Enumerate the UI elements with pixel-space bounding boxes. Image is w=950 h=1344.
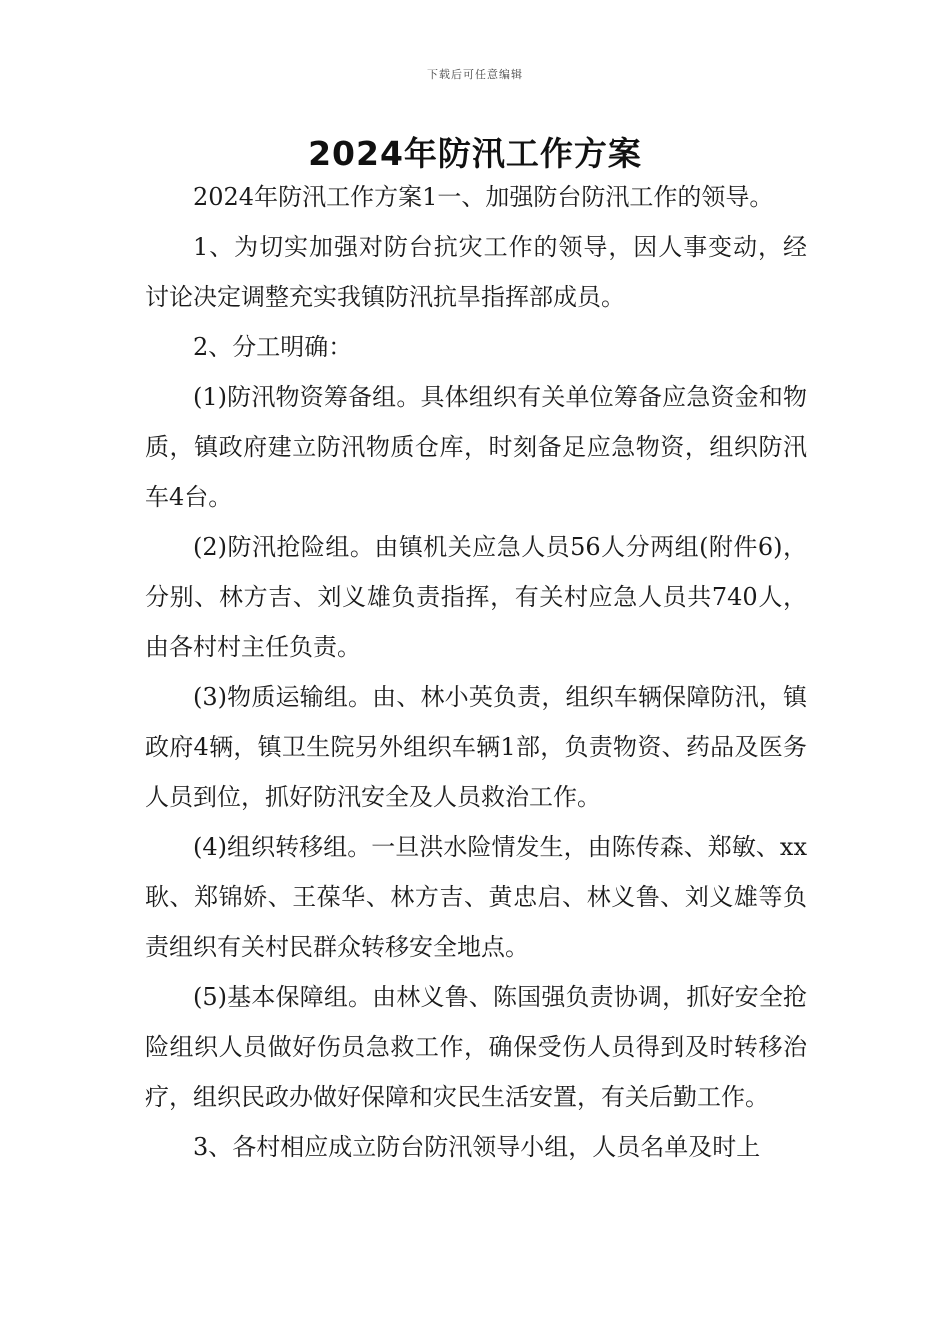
- page-header-note: 下载后可任意编辑: [427, 68, 523, 81]
- document-title: 2024年防汛工作方案: [308, 134, 642, 173]
- paragraph-group-2: (2)防汛抢险组。由镇机关应急人员56人分两组(附件6)，分别、林方吉、刘义雄负责指挥，有关村应急人员共740人，由各村村主任负责。: [145, 533, 807, 661]
- paragraph-item-1: 1、为切实加强对防台抗灾工作的领导，因人事变动，经讨论决定调整充实我镇防汛抗旱指挥部成员。: [145, 233, 807, 311]
- paragraph-group-3: (3)物质运输组。由、林小英负责，组织车辆保障防汛，镇政府4辆，镇卫生院另外组织车辆1部，负责物资、药品及医务人员到位，抓好防汛安全及人员救治工作。: [145, 683, 807, 811]
- document-body: [145, 172, 807, 1172]
- paragraph-group-4: (4)组织转移组。一旦洪水险情发生，由陈传森、郑敏、xx耿、郑锦娇、王葆华、林方吉、黄忠启、林义鲁、刘义雄等负责组织有关村民群众转移安全地点。: [145, 833, 807, 961]
- paragraph-item-2: 2、分工明确：: [193, 333, 353, 361]
- paragraph-group-5: (5)基本保障组。由林义鲁、陈国强负责协调，抓好安全抢险组织人员做好伤员急救工作，确保受伤人员得到及时转移治疗，组织民政办做好保障和灾民生活安置，有关后勤工作。: [145, 983, 807, 1111]
- paragraph-intro: 2024年防汛工作方案1一、加强防台防汛工作的领导。: [193, 183, 774, 211]
- paragraph-item-3: 3、各村相应成立防台防汛领导小组，人员名单及时上: [193, 1133, 761, 1161]
- paragraph-group-1: (1)防汛物资筹备组。具体组织有关单位筹备应急资金和物质，镇政府建立防汛物质仓库，时刻备足应急物资，组织防汛车4台。: [145, 383, 807, 511]
